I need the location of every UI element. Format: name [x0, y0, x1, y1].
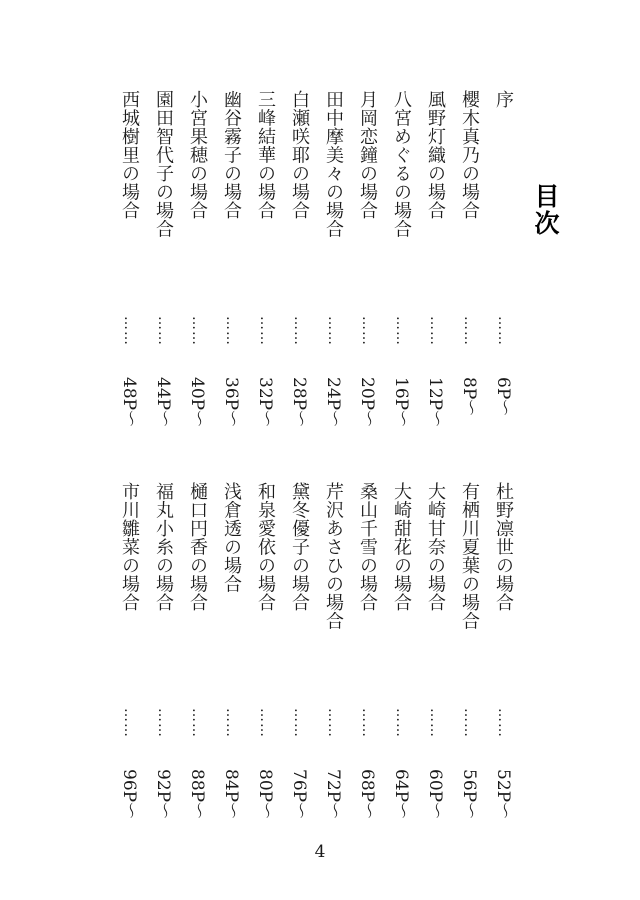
toc-leader: …… — [121, 708, 137, 738]
toc-entry-title: 白瀬咲耶の場合 — [289, 90, 310, 220]
toc-entry[interactable] — [384, 90, 418, 440]
toc-entry[interactable] — [282, 90, 316, 440]
toc-entry-page: 8P～ — [459, 377, 479, 417]
toc-entry[interactable] — [180, 90, 214, 440]
toc-entry-title: 幽谷霧子の場合 — [221, 90, 242, 220]
toc-leader: …… — [257, 708, 273, 738]
toc-leader: …… — [427, 316, 443, 346]
toc-entry-title: 有栖川夏葉の場合 — [459, 482, 480, 630]
toc-leader: …… — [257, 316, 273, 346]
toc-entry-title: 大崎甘奈の場合 — [425, 482, 446, 612]
toc-entry-title: 杜野凛世の場合 — [493, 482, 514, 612]
toc-entry-title: 和泉愛依の場合 — [255, 482, 276, 612]
toc-entry[interactable] — [486, 90, 520, 440]
toc-leader: …… — [359, 316, 375, 346]
toc-entry[interactable] — [316, 90, 350, 440]
toc-entry-page: 80P～ — [255, 769, 275, 820]
toc-entry-page: 16P～ — [391, 377, 411, 428]
toc-entry-title: 月岡恋鐘の場合 — [357, 90, 378, 220]
toc-entry-page: 60P～ — [425, 769, 445, 820]
toc-entry-title: 樋口円香の場合 — [187, 482, 208, 612]
toc-entry[interactable] — [350, 482, 384, 832]
toc-leader: …… — [325, 316, 341, 346]
toc-entry-page: 76P～ — [289, 769, 309, 820]
toc-entry-page: 6P～ — [493, 377, 513, 417]
toc-entry-title: 浅倉透の場合 — [221, 482, 242, 593]
toc-entry-page: 32P～ — [255, 377, 275, 428]
toc-entry[interactable] — [282, 482, 316, 832]
toc-entry-page: 68P～ — [357, 769, 377, 820]
toc-entry-title: 福丸小糸の場合 — [153, 482, 174, 612]
toc-leader: …… — [189, 708, 205, 738]
toc-entry-title: 風野灯織の場合 — [425, 90, 446, 220]
toc-entry[interactable] — [316, 482, 350, 832]
toc-entry-title: 序 — [493, 90, 514, 109]
toc-entry-title: 小宮果穂の場合 — [187, 90, 208, 220]
toc-leader: …… — [189, 316, 205, 346]
toc-leader: …… — [325, 708, 341, 738]
toc-entry-page: 84P～ — [221, 769, 241, 820]
toc-entry-page: 64P～ — [391, 769, 411, 820]
toc-entry[interactable] — [418, 90, 452, 440]
toc-leader: …… — [223, 708, 239, 738]
toc-leader: …… — [359, 708, 375, 738]
toc-leader: …… — [155, 708, 171, 738]
toc-leader: …… — [393, 708, 409, 738]
toc-entry[interactable] — [146, 482, 180, 832]
toc-entry[interactable] — [350, 90, 384, 440]
toc-entry-page: 44P～ — [153, 377, 173, 428]
toc-entry[interactable] — [452, 90, 486, 440]
toc-entry[interactable] — [248, 90, 282, 440]
toc-entry[interactable] — [486, 482, 520, 832]
toc-leader: …… — [291, 316, 307, 346]
toc-entry-title: 田中摩美々の場合 — [323, 90, 344, 238]
toc-entry[interactable] — [146, 90, 180, 440]
toc-entry-page: 88P～ — [187, 769, 207, 820]
toc-entry-page: 96P～ — [119, 769, 139, 820]
toc-entry-page: 12P～ — [425, 377, 445, 428]
toc-entry-title: 八宮めぐるの場合 — [391, 90, 412, 238]
toc-leader: …… — [121, 316, 137, 346]
toc-entry-page: 24P～ — [323, 377, 343, 428]
toc-entry-page: 72P～ — [323, 769, 343, 820]
toc-entry[interactable] — [418, 482, 452, 832]
toc-entry[interactable] — [214, 90, 248, 440]
toc-entry-page: 92P～ — [153, 769, 173, 820]
toc-entry-page: 36P～ — [221, 377, 241, 428]
toc-entry-title: 園田智代子の場合 — [153, 90, 174, 238]
toc-entry[interactable] — [452, 482, 486, 832]
page-number: 4 — [314, 842, 326, 862]
toc-entry-title: 西城樹里の場合 — [119, 90, 140, 220]
toc-entry-page: 40P～ — [187, 377, 207, 428]
toc-leader: …… — [223, 316, 239, 346]
toc-entry-title: 大崎甜花の場合 — [391, 482, 412, 612]
toc-leader: …… — [495, 708, 511, 738]
toc-block-upper — [119, 90, 520, 440]
toc-leader: …… — [461, 316, 477, 346]
toc-entry-title: 三峰結華の場合 — [255, 90, 276, 220]
toc-entry-title: 桑山千雪の場合 — [357, 482, 378, 612]
toc-entry-title: 黛冬優子の場合 — [289, 482, 310, 612]
toc-entry-page: 20P～ — [357, 377, 377, 428]
toc-entry-page: 28P～ — [289, 377, 309, 428]
toc-leader: …… — [495, 316, 511, 346]
toc-entry-page: 52P～ — [493, 769, 513, 820]
toc-entry[interactable] — [180, 482, 214, 832]
toc-block-lower — [119, 482, 520, 832]
toc-entry[interactable] — [112, 90, 146, 440]
toc-leader: …… — [427, 708, 443, 738]
toc-leader: …… — [461, 708, 477, 738]
toc-entry[interactable] — [214, 482, 248, 832]
toc-leader: …… — [291, 708, 307, 738]
toc-entry-title: 芹沢あさひの場合 — [323, 482, 344, 630]
toc-leader: …… — [393, 316, 409, 346]
toc-entry-title: 櫻木真乃の場合 — [459, 90, 480, 220]
toc-heading: 目次 — [531, 183, 560, 237]
toc-entry[interactable] — [248, 482, 282, 832]
toc-entry-title: 市川雛菜の場合 — [119, 482, 140, 612]
toc-entry-page: 56P～ — [459, 769, 479, 820]
toc-entry-page: 48P～ — [119, 377, 139, 428]
toc-entry[interactable] — [384, 482, 418, 832]
toc-entry[interactable] — [112, 482, 146, 832]
toc-leader: …… — [155, 316, 171, 346]
